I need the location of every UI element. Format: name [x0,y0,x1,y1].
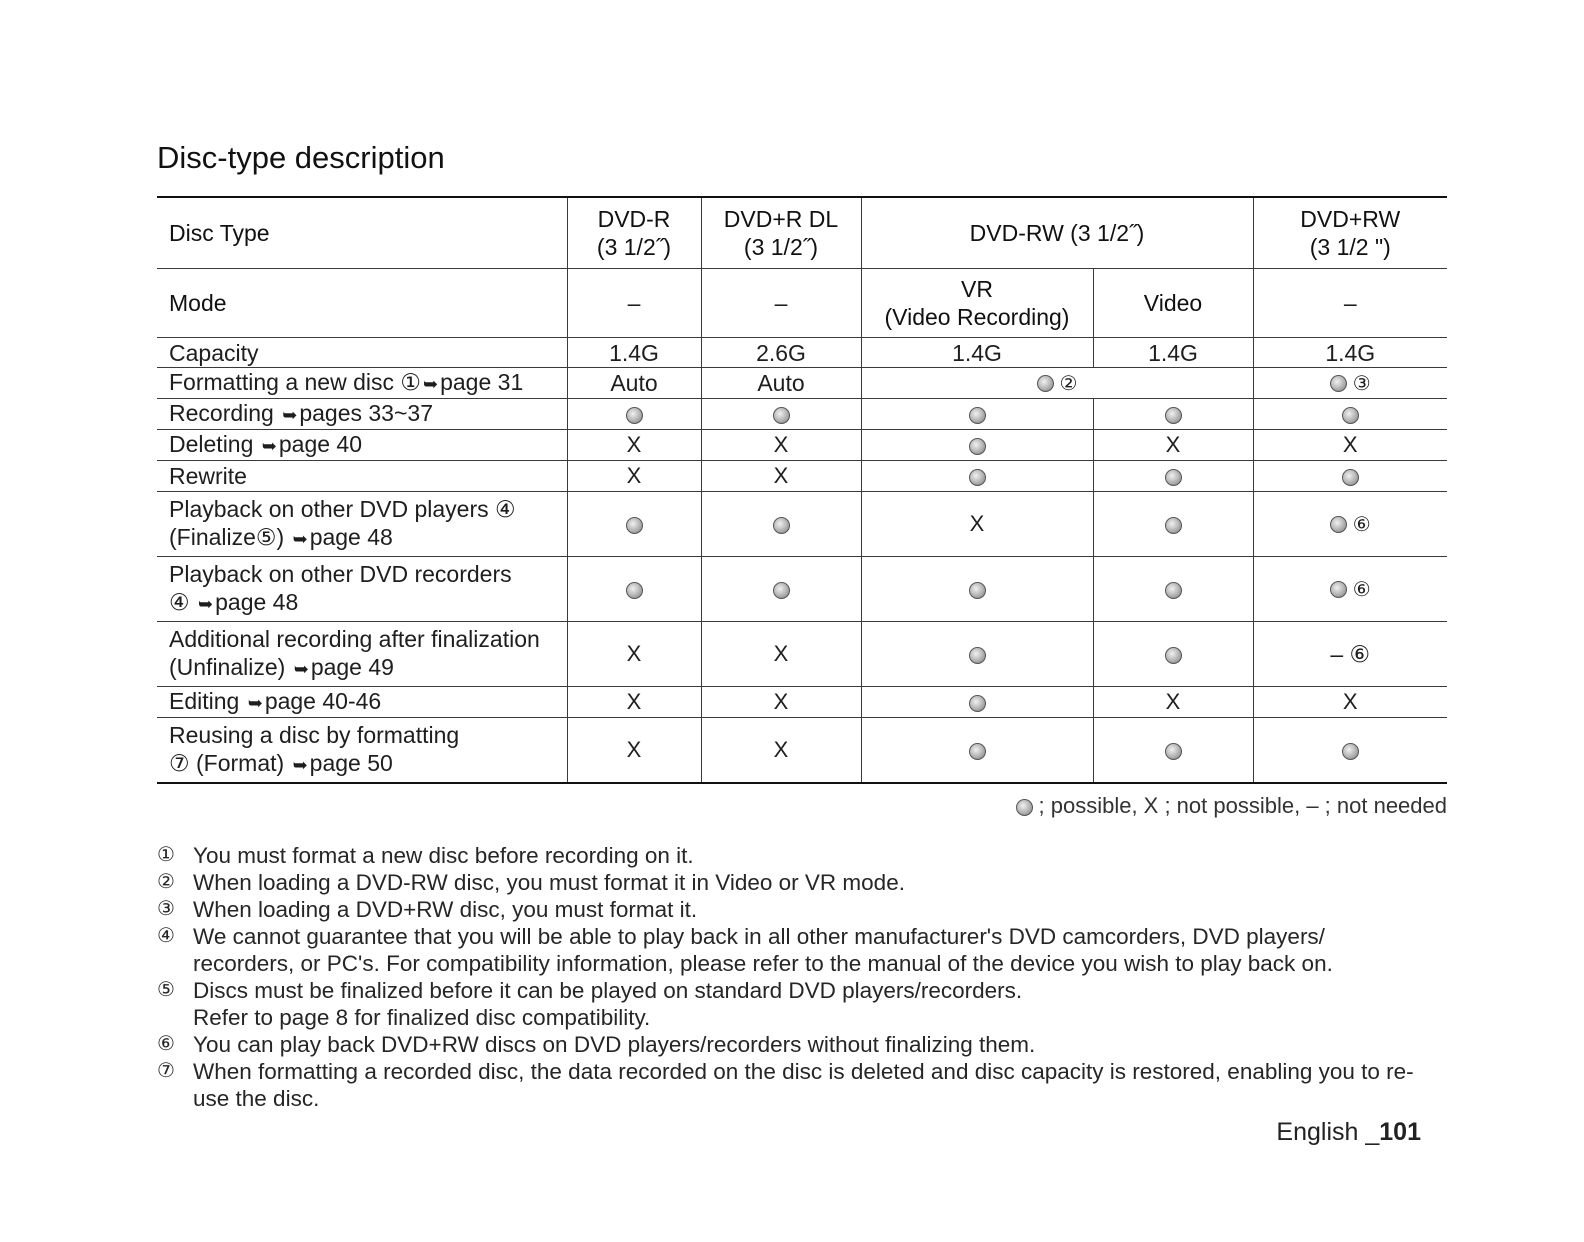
cell: X [567,718,701,784]
footnote-text: When loading a DVD-RW disc, you must format it in Video or VR mode. [193,870,905,895]
possible-icon [1342,743,1359,760]
footnote-number: ③ [157,898,175,920]
dvd-r-dl-size: (3 1/2˝) [743,234,819,260]
table-row [157,461,1447,492]
page-ref-arrow-icon: ➥ [423,374,439,394]
capacity-value: 1.4G [567,338,701,368]
possible-icon [773,517,790,534]
dvd-plus-rw-header [1253,197,1447,269]
page-ref-arrow-icon: ➥ [261,436,277,456]
mode-vr-desc: (Video Recording) [884,304,1070,330]
additional-label: Additional recording after finalization [169,626,540,652]
cell: X [1253,687,1447,718]
footnote-number: ② [157,871,175,893]
playback-recorders-ref: page 48 [215,589,299,615]
table-row [157,399,1447,430]
dvd-plus-rw-name: DVD+RW [1300,206,1401,232]
possible-icon [969,438,986,455]
table-row [157,430,1447,461]
page-number: 101 [1379,1118,1421,1146]
footnote [157,896,1427,923]
capacity-row [157,338,1447,368]
playback-recorders-label: Playback on other DVD recorders [169,561,512,587]
row-label-line2 [169,749,563,779]
mode-vr [861,269,1093,338]
cell [861,718,1093,784]
possible-icon [969,407,986,424]
cell [1253,399,1447,430]
footnote-text-block [193,977,1427,1031]
cell [1253,492,1447,557]
possible-icon [969,695,986,712]
possible-icon [1342,407,1359,424]
playback-players-label: Playback on other DVD players ④ [169,496,516,522]
cell: X [567,687,701,718]
possible-icon [1165,407,1182,424]
page-ref-arrow-icon: ➥ [247,693,263,713]
page-ref-arrow-icon: ➥ [292,529,308,549]
legend [1016,793,1448,819]
footnote [157,1058,1427,1112]
page-ref-arrow-icon: ➥ [282,405,298,425]
possible-icon [626,582,643,599]
header-row [157,197,1447,269]
row-label [157,399,567,430]
possible-icon [773,407,790,424]
footnote-text: When loading a DVD+RW disc, you must format it. [193,897,698,922]
playback-recorders-note: ④ [169,589,190,615]
dvd-r-dl-header [701,197,861,269]
footnote-number: ⑤ [157,979,175,1001]
footer-language: English _ [1276,1118,1380,1146]
cell [1093,461,1253,492]
footnote-number: ① [157,844,175,866]
cell [1253,718,1447,784]
possible-icon [626,407,643,424]
table-row [157,622,1447,687]
page-footer [1276,1118,1421,1147]
cell [701,492,861,557]
note-ref: ② [1059,372,1078,395]
cell [1093,492,1253,557]
dvd-r-size: (3 1/2˝) [596,234,672,260]
row-label [157,430,567,461]
footnotes [157,842,1427,1112]
additional-unfinalize: (Unfinalize) [169,654,286,680]
cell [1253,461,1447,492]
dvd-r-dl-name: DVD+R DL [723,206,839,232]
recording-label: Recording [169,400,274,426]
footnote [157,977,1427,1031]
cell: X [567,461,701,492]
row-label [157,557,567,622]
playback-players-ref: page 48 [309,524,393,550]
reusing-label: Reusing a disc by formatting [169,722,460,748]
row-label [157,687,567,718]
editing-ref: page 40-46 [264,688,382,714]
possible-icon [1330,375,1347,392]
row-label [157,368,567,399]
additional-ref: page 49 [310,654,394,680]
possible-icon [1037,375,1054,392]
row-label [157,492,567,557]
row-label-line2 [169,523,563,553]
cell [701,399,861,430]
capacity-value: 2.6G [701,338,861,368]
cell: X [701,461,861,492]
reusing-format: ⑦ (Format) [169,750,285,776]
formatting-label: Formatting a new disc ① [169,369,421,395]
possible-icon [1016,799,1033,816]
deleting-label: Deleting [169,431,254,457]
possible-icon [1165,517,1182,534]
footnote-number: ⑥ [157,1033,175,1055]
possible-icon [1165,469,1182,486]
note-ref: ⑥ [1352,578,1371,601]
footnote [157,1031,1427,1058]
footnote [157,923,1427,977]
page-ref-arrow-icon: ➥ [293,659,309,679]
cell [861,687,1093,718]
cell [1093,399,1253,430]
mode-label: Mode [157,269,567,338]
cell [1253,557,1447,622]
footnote [157,869,1427,896]
cell [1093,622,1253,687]
legend-text: ; possible, X ; not possible, – ; not needed [1038,793,1447,818]
possible-icon [969,469,986,486]
editing-label: Editing [169,688,240,714]
footnote-text-continued: Refer to page 8 for finalized disc compatibility. [193,1005,651,1030]
footnote-number: ④ [157,925,175,947]
possible-icon [1165,647,1182,664]
footnote-text: Discs must be finalized before it can be played on standard DVD players/recorders. [193,978,1023,1003]
footnote-text: You can play back DVD+RW discs on DVD players/recorders without finalizing them. [193,1032,1036,1057]
cell: X [567,430,701,461]
formatting-dvd-plus-rw [1253,368,1447,399]
mode-video: Video [1093,269,1253,338]
cell [567,492,701,557]
cell [567,399,701,430]
capacity-value: 1.4G [1093,338,1253,368]
formatting-dvd-rw [861,368,1253,399]
table-row [157,368,1447,399]
capacity-label: Capacity [157,338,567,368]
table-row [157,557,1447,622]
footnote-text: You must format a new disc before recording on it. [193,843,694,868]
cell: X [701,718,861,784]
cell: X [1093,687,1253,718]
formatting-dvd-r: Auto [567,368,701,399]
footnote [157,842,1427,869]
cell [1093,557,1253,622]
cell [861,461,1093,492]
possible-icon [1330,516,1347,533]
possible-icon [773,582,790,599]
dvd-plus-rw-size: (3 1/2 ") [1309,234,1391,260]
possible-icon [1165,582,1182,599]
formatting-ref: page 31 [440,369,524,395]
footnote-number: ⑦ [157,1060,175,1082]
cell: X [701,622,861,687]
footnote-text: We cannot guarantee that you will be able to play back in all other manufacturer's DVD camcorders, DVD players/ recorders, or PC's. For compatibility information, please refer to the manual of the device you wish to play back on. [193,924,1333,976]
cell [861,430,1093,461]
cell: X [567,622,701,687]
capacity-value: 1.4G [1253,338,1447,368]
additional-plus-rw: – ⑥ [1253,622,1447,687]
cell [861,557,1093,622]
dvd-r-header [567,197,701,269]
row-label [157,622,567,687]
rewrite-label: Rewrite [157,461,567,492]
mode-row [157,269,1447,338]
reusing-ref: page 50 [309,750,393,776]
cell [701,557,861,622]
page-ref-arrow-icon: ➥ [198,594,214,614]
cell: X [1093,430,1253,461]
mode-vr-name: VR [961,276,993,302]
mode-dvd-r-dl: – [701,269,861,338]
dvd-rw-header: DVD-RW (3 1/2˝) [861,197,1253,269]
playback-players-finalize: (Finalize⑤) [169,524,285,550]
mode-dvd-r: – [567,269,701,338]
cell: X [861,492,1093,557]
possible-icon [1165,743,1182,760]
mode-dvd-plus-rw: – [1253,269,1447,338]
possible-icon [626,517,643,534]
page-title: Disc-type description [157,140,445,175]
dvd-r-name: DVD-R [597,206,671,232]
note-ref: ⑥ [1352,513,1371,536]
possible-icon [969,743,986,760]
cell [1093,718,1253,784]
possible-icon [969,582,986,599]
footnote-text: When formatting a recorded disc, the data recorded on the disc is deleted and disc capacity is restored, enabling you to re-use the disc. [193,1059,1414,1111]
note-ref: ③ [1352,372,1371,395]
possible-icon [969,647,986,664]
recording-ref: pages 33~37 [299,400,433,426]
cell [861,399,1093,430]
page-ref-arrow-icon: ➥ [292,755,308,775]
cell: X [701,430,861,461]
table-row [157,718,1447,784]
disc-type-table [157,196,1447,784]
row-label-line2 [169,588,563,618]
cell [567,557,701,622]
row-label-line2 [169,653,563,683]
table-row [157,492,1447,557]
cell: X [1253,430,1447,461]
possible-icon [1330,581,1347,598]
table-row [157,687,1447,718]
formatting-dvd-r-dl: Auto [701,368,861,399]
row-label [157,718,567,784]
possible-icon [1342,469,1359,486]
disc-type-header: Disc Type [157,197,567,269]
cell [861,622,1093,687]
cell: X [701,687,861,718]
capacity-value: 1.4G [861,338,1093,368]
deleting-ref: page 40 [278,431,363,457]
